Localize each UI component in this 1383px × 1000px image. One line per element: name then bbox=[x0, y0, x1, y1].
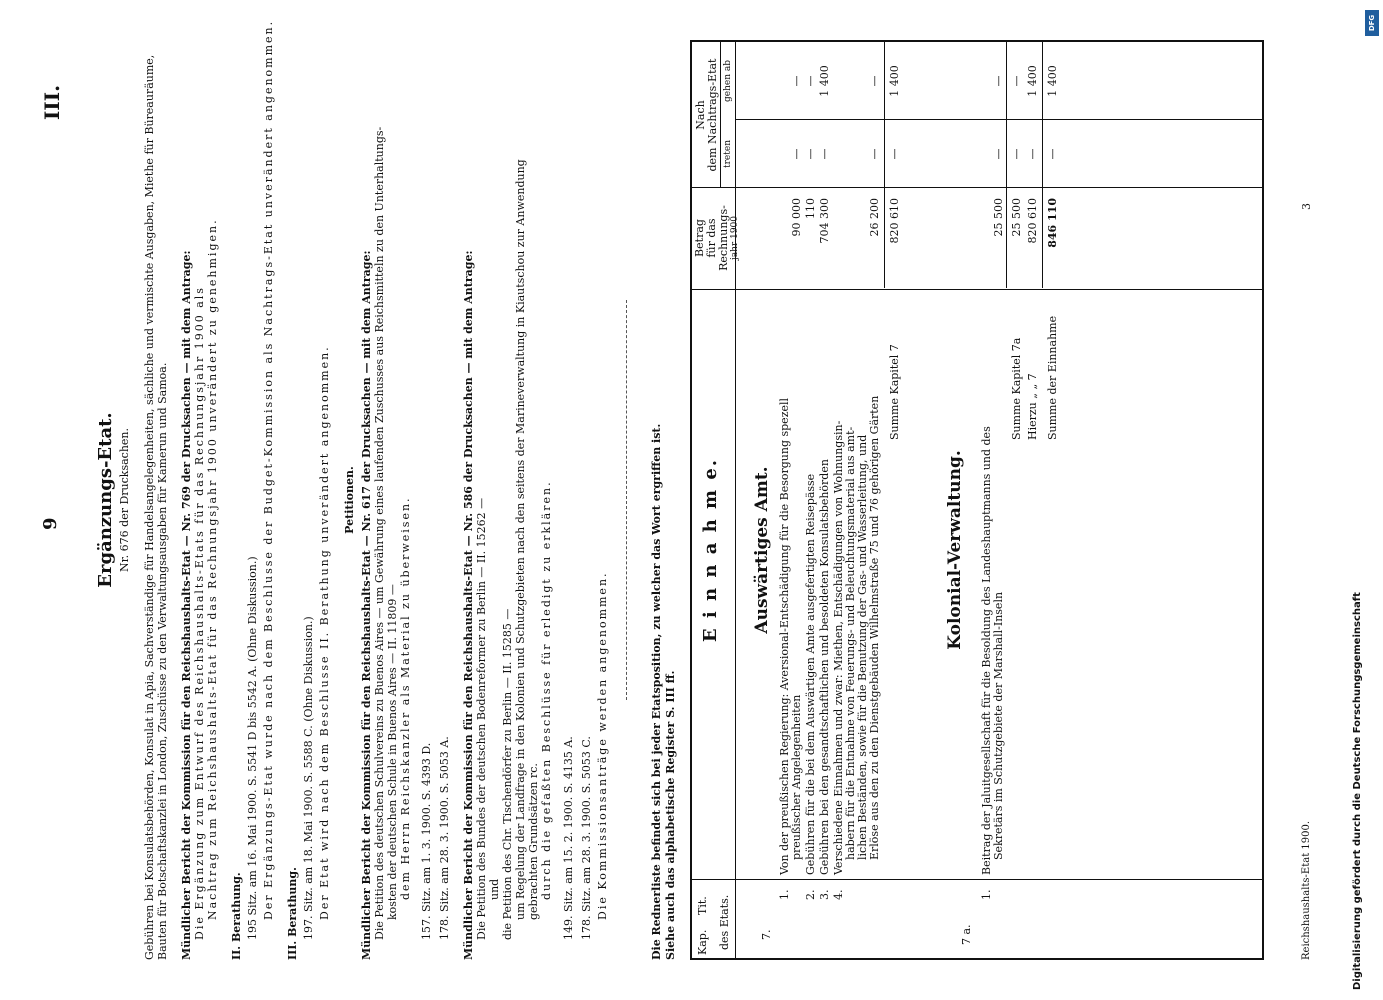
summe-einnahme-betrag: 846 110 bbox=[1046, 198, 1059, 248]
row-7-2-betrag: 110 bbox=[804, 198, 817, 219]
digitization-credit: Digitalisierung gefördert durch die Deutsche Forschungsgemeinschaft bbox=[1352, 592, 1363, 990]
footer-left: Reichshaushalts-Etat 1900. bbox=[1301, 820, 1312, 960]
dfg-badge-text: DFG bbox=[1368, 14, 1376, 32]
row-7-2-treten: — bbox=[804, 148, 817, 160]
beratung2-title: II. Berathung. bbox=[230, 872, 243, 960]
head-tit: Tit. bbox=[696, 896, 709, 915]
summe-einnahme-gehen: 1 400 bbox=[1046, 65, 1059, 97]
bericht2-line-4: dem Herrn Reichskanzler als Material zu überweisen. bbox=[399, 496, 412, 900]
summe-einnahme-treten: — bbox=[1046, 148, 1059, 160]
head-kap: Kap. bbox=[696, 929, 709, 955]
bericht3-line-3: und bbox=[488, 878, 501, 900]
summe-7a-gehen: — bbox=[1010, 75, 1023, 87]
bericht1-line-3: Nachtrag zum Reichshaushalts-Etat für das Rechnungsjahr 1900 unverändert zu genehmigen. bbox=[206, 218, 219, 920]
summe-7-betrag: 820 610 bbox=[888, 198, 901, 244]
row-7-1-gehen: — bbox=[790, 75, 803, 87]
section-number: III. bbox=[40, 84, 64, 120]
total-rule bbox=[1042, 42, 1043, 288]
row-7a-1-text-2: Sekretärs im Schutzgebiete der Marshall-Inseln bbox=[992, 591, 1005, 860]
beratung2-sitz: 195 Sitz. am 16. Mai 1900. S. 5541 D bis 5542 A. (Ohne Diskussion.) bbox=[246, 556, 259, 940]
head-treten: treten bbox=[723, 140, 733, 168]
table-bottom-rule bbox=[1262, 40, 1264, 960]
intro-line-2: Bauten für Botschaftskanzlei in London, Zuschüsse zu den Verwaltungsausgaben für Kamerun und Samoa. bbox=[156, 362, 169, 960]
row-7-4-text-4: Erlöse aus den zu den Dienstgebäuden Wilhelmstraße 75 und 76 gehörigen Gärten bbox=[868, 395, 881, 860]
head-einnahme: E i n n a h m e. bbox=[700, 457, 721, 643]
nach-rule bbox=[720, 42, 721, 188]
bericht3-sitz-1: 149. Sitz. am 15. 2. 1900. S. 4135 A. bbox=[562, 736, 575, 940]
col-sep-text bbox=[690, 289, 1264, 290]
summe-7-treten: — bbox=[888, 148, 901, 160]
bericht3-line-1: Mündlicher Bericht der Kommission für den Reichshaushalts-Etat — Nr. 586 der Drucksachen — mit dem Antrage: bbox=[462, 250, 475, 960]
col-sep-1 bbox=[690, 958, 1264, 960]
row-7-3-gehen: 1 400 bbox=[818, 65, 831, 97]
head-betrag-4: jahr 1900 bbox=[730, 215, 740, 261]
bericht2-line-1: Mündlicher Bericht der Kommission für den Reichshaushalts-Etat — Nr. 617 der Drucksachen — mit dem Antrage: bbox=[360, 250, 373, 960]
hierzu-label: Hierzu „ „ 7 bbox=[1026, 373, 1039, 440]
table-top-rule bbox=[690, 40, 692, 960]
bericht1-line-2: Die Ergänzung zum Entwurf des Reichshaushalts-Etats für das Rechnungsjahr 1900 als bbox=[193, 286, 206, 940]
summe-7a-treten: — bbox=[1010, 148, 1023, 160]
rednerliste-note: Die Rednerliste befindet sich bei jeder Etatsposition, zu welcher das Wort ergriffen ist. bbox=[650, 423, 663, 960]
bericht3-sitz-2: 178. Sitz. am 28. 3. 1900. S. 5053 C. bbox=[580, 736, 593, 940]
tit-7-2: 2. bbox=[804, 889, 817, 900]
row-7-2-text: Gebühren für die bei dem Auswärtigen Amte ausgefertigten Reisepässe bbox=[804, 473, 817, 875]
beratung3-text: Der Etat wird nach dem Beschlusse II. Berathung unverändert angenommen. bbox=[318, 345, 331, 920]
row-7-4-treten: — bbox=[868, 148, 881, 160]
head-gehen: gehen ab bbox=[723, 60, 733, 102]
col-sep-kap bbox=[690, 879, 1264, 880]
section-auswaertiges-amt: Auswärtiges Amt. bbox=[752, 466, 772, 634]
tit-7a-1: 1. bbox=[980, 889, 993, 900]
ergaenzungs-subtitle: Nr. 676 der Drucksachen. bbox=[118, 428, 131, 572]
bericht1-line-1: Mündlicher Bericht der Kommission für den Reichshaushalts-Etat — Nr. 769 der Drucksachen — mit dem Antrage: bbox=[180, 250, 193, 960]
section-kolonial-verwaltung: Kolonial-Verwaltung. bbox=[945, 450, 965, 650]
row-7-4-gehen: — bbox=[868, 75, 881, 87]
row-7-1-text-2: preußischer Angelegenheiten bbox=[790, 694, 803, 860]
bericht2-line-3: kosten der deutschen Schule in Buenos Aires — II. 11809 — bbox=[386, 584, 399, 920]
dashed-divider bbox=[626, 300, 628, 700]
head-betrag-2: für das bbox=[705, 218, 718, 258]
summe-7a-label: Summe Kapitel 7a bbox=[1010, 337, 1023, 440]
head-betrag-1: Betrag bbox=[693, 219, 706, 257]
row-7-1-treten: — bbox=[790, 148, 803, 160]
row-7-3-text: Gebühren bei den gesandtschaftlichen und besoldeten Konsulatsbehörden bbox=[818, 459, 831, 875]
sum7a-rule bbox=[1006, 42, 1007, 288]
summe-7a-betrag: 25 500 bbox=[1010, 198, 1023, 237]
bericht3-line-5: um Regelung der Landfrage in den Kolonien und Schutzgebieten nach den seitens der Marineverwaltung in Kiautschou zur Anwendung bbox=[514, 159, 527, 920]
bericht3-line-4: die Petition des Chr. Tischendörfer zu Berlin — II. 15285 — bbox=[501, 608, 514, 940]
bericht3-line-10: Die Kommissionsanträge werden angenommen. bbox=[596, 571, 609, 920]
col-sep-end bbox=[690, 40, 1264, 42]
row-7-4-text-3: lichen Beständen, sowie für die Benutzung der Gas- und Wasserleitung, und bbox=[856, 434, 869, 860]
row-7-3-treten: — bbox=[818, 148, 831, 160]
summe-7-label: Summe Kapitel 7 bbox=[888, 344, 901, 440]
bericht2-sitz-1: 157. Sitz. am 1. 3. 1900. S. 4393 D. bbox=[420, 742, 433, 940]
hierzu-betrag: 820 610 bbox=[1026, 198, 1039, 244]
hierzu-treten: — bbox=[1026, 148, 1039, 160]
row-7-4-text-2: habern für die Entnahme von Feuerungs- und Beleuchtungsmaterial aus amt- bbox=[844, 426, 857, 860]
sum7-rule bbox=[884, 42, 885, 288]
head-nach-2: dem Nachtrags-Etat bbox=[706, 58, 719, 172]
row-7a-1-betrag: 25 500 bbox=[992, 198, 1005, 237]
row-7-3-betrag: 704 300 bbox=[818, 198, 831, 244]
row-7-1-betrag: 90 000 bbox=[790, 198, 803, 237]
bericht3-line-2: Die Petition des Bundes der deutschen Bodenreformer zu Berlin — II. 15262 — bbox=[475, 497, 488, 940]
petitionen-title: Petitionen. bbox=[343, 466, 356, 534]
row-7-4-betrag: 26 200 bbox=[868, 198, 881, 237]
footer-page: 3 bbox=[1300, 203, 1313, 210]
summe-einnahme-label: Summe der Einnahme bbox=[1046, 315, 1059, 440]
beratung3-title: III. Berathung. bbox=[286, 867, 299, 960]
table-head-rule bbox=[735, 40, 736, 960]
col-sep-betrag bbox=[690, 187, 1264, 188]
kap-7a: 7 a. bbox=[960, 924, 973, 945]
ergaenzungs-title: Ergänzungs-Etat. bbox=[95, 412, 116, 588]
bericht3-line-6: gebrachten Grundsätzen rc. bbox=[527, 763, 540, 920]
intro-line-1: Gebühren bei Konsulatsbehörden, Konsulat in Apia, Sachverständige für Handelsangelegenheiten, sächliche und vermischte Ausgaben, Miethe für Büreauräume, bbox=[143, 54, 156, 960]
tit-7-3: 3. bbox=[818, 889, 831, 900]
row-7a-1-gehen: — bbox=[992, 75, 1005, 87]
head-nach-1: Nach bbox=[694, 100, 707, 130]
row-7-4-text-1: Verschiedene Einnahmen und zwar: Miethen, Entschädigungen von Wohnungsin- bbox=[832, 420, 845, 875]
row-7a-1-text-1: Beitrag der Jaluitgesellschaft für die Besoldung des Landeshauptmanns und des bbox=[980, 426, 993, 875]
summe-7-gehen: 1 400 bbox=[888, 65, 901, 97]
row-7-1-text-1: Von der preußischen Regierung: Aversional-Entschädigung für die Besorgung spezell bbox=[778, 397, 791, 875]
kap-7: 7. bbox=[760, 929, 773, 940]
row-7-2-gehen: — bbox=[804, 75, 817, 87]
bericht2-sitz-2: 178. Sitz. am 28. 3. 1900. S. 5053 A. bbox=[438, 736, 451, 940]
head-des-etats: des Etats. bbox=[718, 894, 731, 950]
row-7a-1-treten: — bbox=[992, 148, 1005, 160]
dfg-logo-badge bbox=[1365, 10, 1379, 36]
beratung3-sitz: 197. Sitz. am 18. Mai 1900. S. 5588 C. (Ohne Diskussion.) bbox=[302, 616, 315, 940]
page-number: 9 bbox=[40, 517, 61, 530]
register-note: Siehe auch das alphabetische Register S. III ff. bbox=[664, 670, 677, 960]
tit-7-1: 1. bbox=[778, 889, 791, 900]
hierzu-gehen: 1 400 bbox=[1026, 65, 1039, 97]
bericht3-line-7: durch die gefaßten Beschlüsse für erledigt zu erklären. bbox=[540, 480, 553, 900]
head-betrag-3: Rechnungs- bbox=[717, 205, 730, 271]
tit-7-4: 4. bbox=[832, 889, 845, 900]
bericht2-line-2: Die Petition des deutschen Schulvereins zu Buenos Aires — um Gewährung eines laufenden Zuschusses aus Reichsmitteln zu den Unterhaltungs- bbox=[373, 126, 386, 940]
beratung2-text: Der Ergänzungs-Etat wurde nach dem Beschlusse der Budget-Kommission als Nachtrags-Etat unverändert angenommen. bbox=[262, 19, 275, 920]
